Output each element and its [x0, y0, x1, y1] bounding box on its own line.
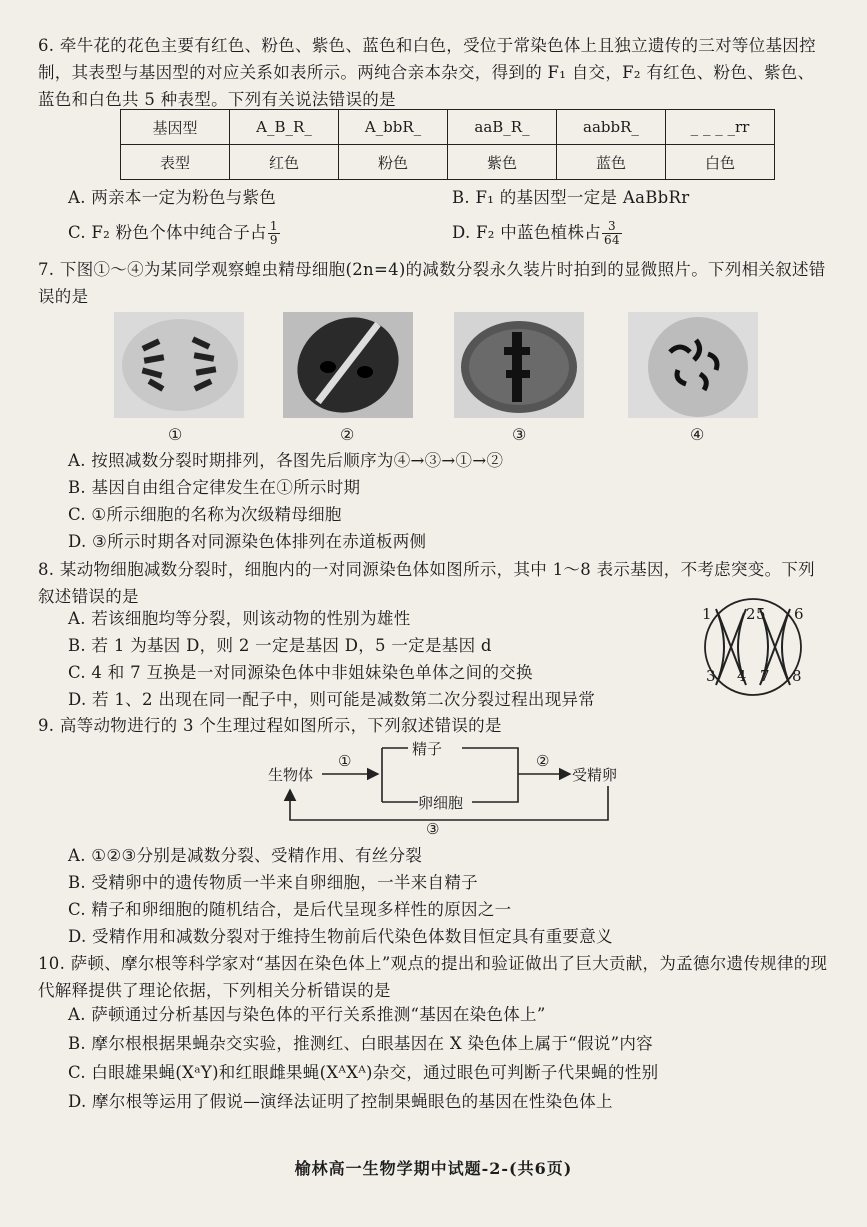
denominator: 9: [269, 233, 278, 247]
gene-label: 8: [792, 667, 802, 685]
q10-option-a: A. 萨顿通过分析基因与染色体的平行关系推测“基因在染色体上”: [68, 1005, 546, 1024]
q8-stem: 8. 某动物细胞减数分裂时，细胞内的一对同源染色体如图所示，其中 1～8 表示基因，不考虑突变。下列叙述错误的是: [38, 560, 815, 606]
table-cell: _ _ _ _rr: [666, 110, 775, 145]
photo-label-2: ②: [340, 425, 355, 444]
genotype-table: [120, 109, 775, 180]
gene-label: 7: [760, 667, 770, 685]
q10-option-b: B. 摩尔根根据果蝇杂交实验，推测红、白眼基因在 X 染色体上属于“假说”内容: [68, 1034, 653, 1053]
numerator: 1: [269, 219, 278, 233]
q8-option-d: D. 若 1、2 出现在同一配子中，则可能是减数第二次分裂过程出现异常: [68, 690, 596, 709]
q10-stem: 10. 萨顿、摩尔根等科学家对“基因在染色体上”观点的提出和验证做出了巨大贡献，为孟德尔遗传规律的现代解释提供了理论依据，下列相关分析错误的是: [38, 954, 828, 1000]
q8-option-b: B. 若 1 为基因 D，则 2 一定是基因 D，5 一定是基因 d: [68, 636, 492, 655]
photo-label-3: ③: [512, 425, 527, 444]
table-cell: 红色: [230, 145, 339, 180]
q7-option-b: B. 基因自由组合定律发生在①所示时期: [68, 478, 361, 497]
organism-label: 生物体: [268, 766, 314, 784]
cell-image-4: [628, 312, 758, 418]
q10-option-c: C. 白眼雄果蝇(XᵃY)和红眼雌果蝇(XᴬXᴬ)杂交，通过眼色可判断子代果蝇的性别: [68, 1063, 659, 1082]
egg-label: 卵细胞: [418, 794, 464, 812]
cell-image-1: [114, 312, 244, 418]
table-row: [121, 145, 775, 180]
q9-stem: 9. 高等动物进行的 3 个生理过程如图所示，下列叙述错误的是: [38, 716, 502, 735]
photo-label-4: ④: [690, 425, 705, 444]
micrograph-1: [114, 312, 244, 418]
q7-option-d: D. ③所示时期各对同源染色体排列在赤道板两侧: [68, 532, 427, 551]
q7-option-c: C. ①所示细胞的名称为次级精母细胞: [68, 505, 342, 524]
q6-option-c: [68, 220, 281, 247]
table-cell: 表型: [121, 145, 230, 180]
cell-image-3: [454, 312, 584, 418]
table-cell: 紫色: [448, 145, 557, 180]
q9-option-b: B. 受精卵中的遗传物质一半来自卵细胞，一半来自精子: [68, 873, 478, 892]
q6-option-a: A. 两亲本一定为粉色与紫色: [68, 188, 277, 207]
table-cell: 粉色: [339, 145, 448, 180]
fraction: [268, 220, 280, 247]
cell-image-2: [283, 312, 413, 418]
q9-option-a: A. ①②③分别是减数分裂、受精作用、有丝分裂: [68, 846, 423, 865]
q7-stem: 7. 下图①～④为某同学观察蝗虫精母细胞(2n=4)的减数分裂永久装片时拍到的显微照片。下列相关叙述错误的是: [38, 260, 826, 306]
zygote-label: 受精卵: [572, 766, 618, 784]
q6-option-d: [452, 220, 623, 247]
gene-label: 3: [706, 667, 716, 685]
table-row: [121, 110, 775, 145]
table-cell: A_bbR_: [339, 110, 448, 145]
process-2-label: ②: [536, 752, 550, 770]
gene-label: 1: [702, 605, 712, 623]
table-cell: 白色: [666, 145, 775, 180]
process-1-label: ①: [338, 752, 352, 770]
q9-option-c: C. 精子和卵细胞的随机结合，是后代呈现多样性的原因之一: [68, 900, 512, 919]
table-cell: 基因型: [121, 110, 230, 145]
process-3-label: ③: [426, 820, 440, 838]
micrograph-2: [283, 312, 413, 418]
gene-label: 6: [794, 605, 804, 623]
q6-option-b: B. F₁ 的基因型一定是 AaBbRr: [452, 188, 690, 207]
q8-option-c: C. 4 和 7 互换是一对同源染色体中非姐妹染色单体之间的交换: [68, 663, 533, 682]
table-cell: aaB_R_: [448, 110, 557, 145]
q7-option-a: A. 按照减数分裂时期排列，各图先后顺序为④→③→①→②: [68, 451, 504, 470]
table-cell: A_B_R_: [230, 110, 339, 145]
micrograph-3: [454, 312, 584, 418]
q9-option-d: D. 受精作用和减数分裂对于维持生物前后代染色体数目恒定具有重要意义: [68, 927, 613, 946]
life-cycle-diagram: [250, 740, 630, 840]
gene-label: 2: [746, 605, 756, 623]
q6-option-c-text: C. F₂ 粉色个体中纯合子占: [68, 223, 267, 242]
table-cell: aabbR_: [557, 110, 666, 145]
homologous-chromosome-diagram: [688, 597, 818, 697]
gene-label: 5: [756, 605, 766, 623]
page-footer: 榆林高一生物学期中试题-2-(共6页): [294, 1159, 573, 1178]
q6-option-d-text: D. F₂ 中蓝色植株占: [452, 223, 602, 242]
fraction: [602, 220, 622, 247]
q6-stem: 6. 牵牛花的花色主要有红色、粉色、紫色、蓝色和白色，受位于常染色体上且独立遗传的三对等位基因控制，其表型与基因型的对应关系如表所示。两纯合亲本杂交，得到的 F₁ 自交，F₂ 有红色、粉色、紫色、蓝色和白色共 5 种表型。下列有关说法错误的是: [38, 36, 816, 109]
photo-label-1: ①: [168, 425, 183, 444]
numerator: 3: [602, 220, 622, 234]
q8-option-a: A. 若该细胞均等分裂，则该动物的性别为雄性: [68, 609, 411, 628]
gene-label: 4: [737, 667, 747, 685]
micrograph-4: [628, 312, 758, 418]
q10-option-d: D. 摩尔根等运用了假说—演绎法证明了控制果蝇眼色的基因在性染色体上: [68, 1092, 613, 1111]
sperm-label: 精子: [412, 740, 443, 758]
table-cell: 蓝色: [557, 145, 666, 180]
denominator: 64: [604, 233, 620, 247]
